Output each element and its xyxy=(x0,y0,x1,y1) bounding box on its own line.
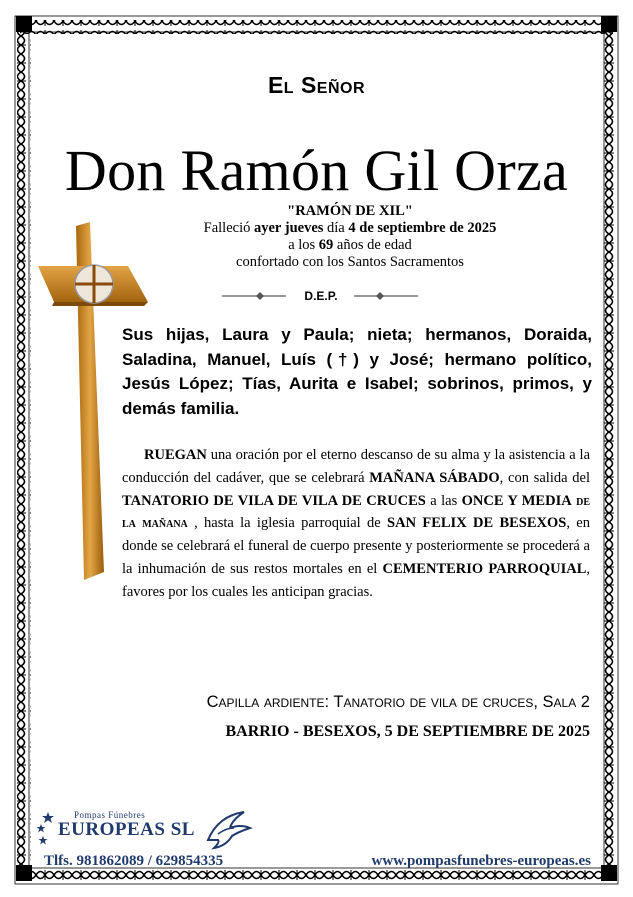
nickname: "RAMÓN DE XIL" xyxy=(287,203,413,219)
family-list: Sus hijas, Laura y Paula; nieta; hermanos, Doraida, Saladina, Manuel, Luís (†) y José; hermano político, Jesús López; Tías, Aurita e Isabel; sobrinos, primos, y demás familia. xyxy=(122,325,592,418)
death-line: Falleció ayer jueves día 4 de septiembre de 2025 xyxy=(203,220,497,236)
deceased-name: Don Ramón Gil Orza xyxy=(64,138,569,203)
age-line: a los 69 años de edad xyxy=(288,237,412,253)
company-tagline: Pompas Fúnebres xyxy=(74,810,146,820)
company-name: EUROPEAS SL xyxy=(58,819,195,840)
heading-title: El Señor xyxy=(267,72,366,98)
stars-icon xyxy=(36,812,60,852)
dep-divider xyxy=(222,289,418,305)
dove-icon xyxy=(204,810,254,850)
dep-text: D.E.P. xyxy=(304,289,338,303)
website-link[interactable]: www.pompasfunebres-europeas.es xyxy=(371,853,591,869)
death-info xyxy=(140,203,560,271)
funeral-notice: RUEGAN una oración por el eterno descanso de su alma y la asistencia a la conducción del cadáver, que se celebrará MAÑANA SÁBADO, con salida del TANATORIO DE VILA DE VILA DE CRUCES a las ONCE Y MEDIA de la mañana , hasta la iglesia parroquial de SAN FELIX DE BESEXOS, en donde se celebrará el funeral de cuerpo presente y posteriormente se procederá a la inhumación de sus restos mortales en el CEMENTERIO PARROQUIAL, favores por los cuales les anticipan gracias. xyxy=(122,447,590,600)
chapel-info xyxy=(150,687,590,747)
company-logo xyxy=(36,810,266,856)
chapel-line: Capilla ardiente: Tanatorio de vila de cruces, Sala 2 xyxy=(206,693,590,711)
sacraments-line: confortado con los Santos Sacramentos xyxy=(236,254,464,270)
place-date-line: BARRIO - BESEXOS, 5 DE SEPTIEMBRE DE 2025 xyxy=(225,723,590,740)
phone-numbers: Tlfs. 981862089 / 629854335 xyxy=(44,853,224,869)
